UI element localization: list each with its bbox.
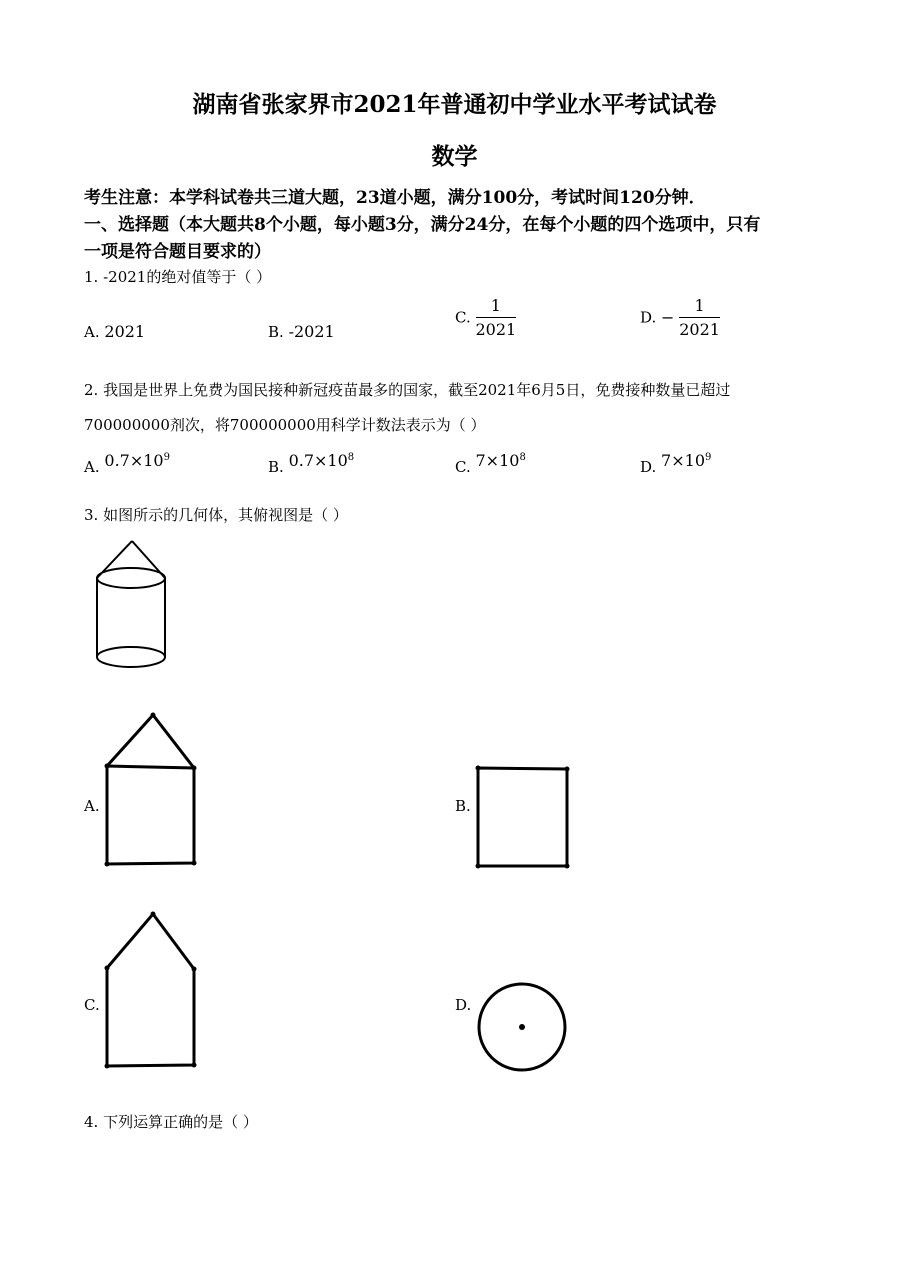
exam-title: 湖南省张家界市2021年普通初中学业水平考试试卷	[192, 91, 717, 118]
q2-option-c-exponent: 8	[519, 452, 526, 463]
q1-option-a-value: 2021	[104, 322, 146, 341]
q2-option-b-base: 0.7×10	[288, 451, 348, 470]
question-1-stem: 1. -2021的绝对值等于（ ）	[84, 268, 272, 286]
q1-option-d-denominator: 2021	[679, 320, 720, 339]
question-4-stem: 4. 下列运算正确的是（ ）	[84, 1113, 258, 1131]
q1-option-d-numerator: 1	[679, 296, 720, 318]
q1-option-a-label: A.	[84, 323, 100, 341]
section-heading-line2: 一项是符合题目要求的）	[84, 242, 271, 262]
question-2-stem-line1: 2. 我国是世界上免费为国民接种新冠疫苗最多的国家，截至2021年6月5日，免费接种数量已超过	[84, 381, 731, 399]
q1-option-b-label: B.	[268, 323, 284, 341]
q1-option-d-label: D.	[640, 308, 657, 327]
q2-option-b-exponent: 8	[347, 452, 355, 463]
q1-option-d-sign: −	[661, 308, 675, 327]
q2-option-b-label: B.	[268, 458, 284, 476]
q1-option-c-numerator: 1	[476, 296, 517, 318]
question-3-stem: 3. 如图所示的几何体，其俯视图是（ ）	[84, 506, 348, 524]
q2-option-d-base: 7×10	[661, 451, 705, 470]
q2-option-a-base: 0.7×10	[104, 451, 164, 470]
q2-option-c-label: C.	[455, 458, 471, 476]
exam-notice: 考生注意：本学科试卷共三道大题，23道小题，满分100分，考试时间120分钟．	[84, 188, 706, 208]
q1-option-c-label: C.	[455, 308, 471, 327]
question-2-stem-line2: 700000000剂次，将700000000用科学计数法表示为（ ）	[84, 416, 486, 434]
q1-option-c-denominator: 2021	[475, 320, 517, 339]
q3-option-c-label[interactable]: C.	[84, 996, 100, 1014]
section-heading-line1: 一、选择题（本大题共8个小题，每小题3分，满分24分，在每个小题的四个选项中，只有	[84, 215, 761, 235]
q3-option-d-label[interactable]: D.	[455, 996, 472, 1014]
q3-option-b-label[interactable]: B.	[455, 797, 471, 815]
q2-option-d-exponent: 9	[705, 452, 712, 463]
subject-title: 数学	[431, 143, 478, 170]
option-d-center-dot	[519, 1024, 525, 1030]
q2-option-a-label: A.	[84, 458, 100, 476]
q2-option-d-label: D.	[640, 458, 657, 476]
q3-option-a-label[interactable]: A.	[84, 797, 100, 815]
q1-option-b-value: -2021	[288, 322, 335, 341]
q2-option-c-base: 7×10	[475, 451, 520, 470]
q2-option-a-exponent: 9	[163, 452, 170, 463]
